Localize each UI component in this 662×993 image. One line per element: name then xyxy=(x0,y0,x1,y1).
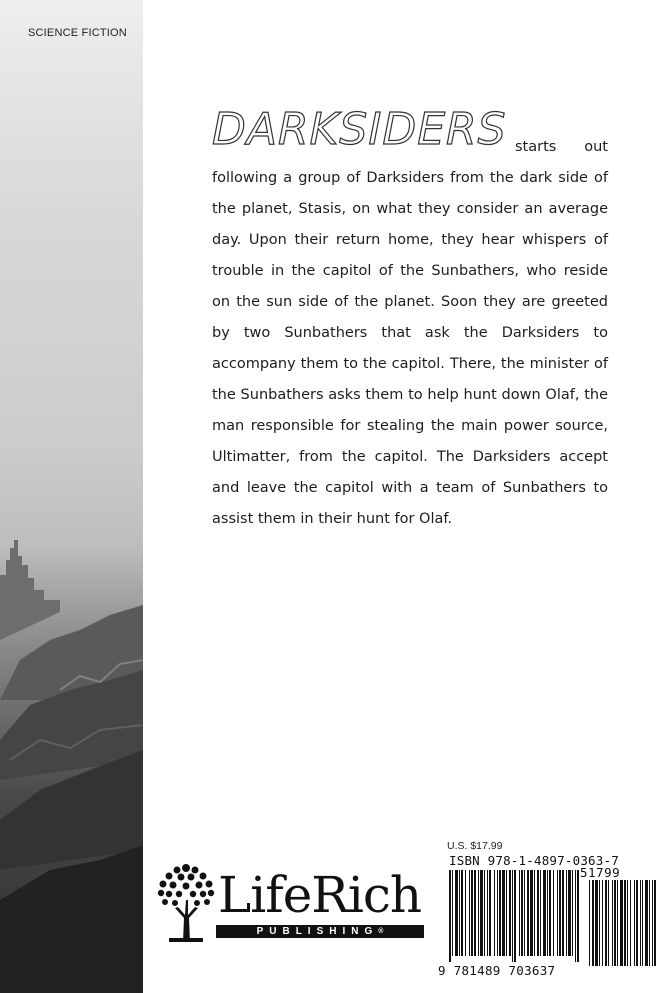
addon-bar xyxy=(652,880,653,966)
addon-bar xyxy=(617,880,618,966)
barcode-bar xyxy=(452,870,453,956)
publisher-subname-bar xyxy=(216,925,424,938)
addon-bar xyxy=(620,880,623,966)
addon-bar xyxy=(627,880,628,966)
barcode-bar xyxy=(521,870,523,956)
addon-bar xyxy=(645,880,648,966)
publisher-subname: PUBLISHING xyxy=(256,926,379,937)
publisher-name: LifeRich xyxy=(218,866,422,924)
barcode-bar xyxy=(543,870,546,956)
barcode-bar xyxy=(514,870,516,962)
isbn-label: ISBN 978-1-4897-0363-7 xyxy=(449,853,619,868)
barcode-bar xyxy=(562,870,564,956)
addon-bar xyxy=(649,880,650,966)
barcode-bar xyxy=(459,870,460,956)
barcode-bar xyxy=(499,870,501,956)
barcode-bar xyxy=(553,870,554,956)
barcode-bar xyxy=(568,870,571,956)
barcode-bar xyxy=(494,870,495,956)
addon-number: 51799 xyxy=(580,865,621,880)
barcode-bar xyxy=(455,870,458,956)
addon-bar xyxy=(636,880,638,966)
addon-bar xyxy=(654,880,656,966)
barcode-bar xyxy=(577,870,579,962)
addon-bar xyxy=(640,880,641,966)
city-landscape-illustration xyxy=(0,0,143,993)
barcode-bar xyxy=(506,870,507,956)
barcode-bar xyxy=(557,870,558,956)
barcode-bar xyxy=(547,870,548,956)
barcode-bar xyxy=(449,870,451,962)
addon-bar xyxy=(642,880,643,966)
book-title: DARKSIDERS xyxy=(212,104,507,155)
genre-label: SCIENCE FICTION xyxy=(28,27,127,39)
addon-bar xyxy=(608,880,609,966)
barcode-bar xyxy=(519,870,520,956)
blurb-body: following a group of Darksiders from the dark side of the planet, Stasis, on what they consider an average day. Upon their return home, they hear whispers of trouble in the capitol of the Sunbathers, who reside on the sun side of the planet. Soon they are greeted by two Sunbathers that ask the Darksiders to accompany them to the capitol. There, the minister of the Sunbathers asks them to help hunt down Olaf, the man responsible for stealing the main power source, Ultimatter, from the capitol. The Darksiders accept and leave the capitol with a team of Sunbathers to assist them in their hunt for Olaf. xyxy=(212,170,608,527)
barcode-bar xyxy=(509,870,511,956)
addon-bar xyxy=(592,880,594,966)
barcode-bar xyxy=(484,870,485,956)
barcode-bar xyxy=(489,870,491,956)
addon-bar xyxy=(599,880,600,966)
barcode-bar xyxy=(534,870,535,956)
barcode-bar xyxy=(480,870,483,956)
barcode-bar xyxy=(559,870,561,956)
spine-artwork xyxy=(0,0,143,993)
tree-logo-icon xyxy=(155,860,217,942)
addon-bar xyxy=(614,880,616,966)
barcode-bar xyxy=(512,870,513,962)
barcode-bar xyxy=(478,870,479,956)
addon-bar xyxy=(589,880,590,966)
blurb-first-line-tail: starts out xyxy=(515,139,608,155)
addon-bar xyxy=(602,880,603,966)
addon-bar xyxy=(624,880,626,966)
price-label: U.S. $17.99 xyxy=(447,840,503,852)
barcode-bar xyxy=(575,870,576,962)
barcode-bar xyxy=(549,870,551,956)
barcode-bar xyxy=(487,870,488,956)
barcode-bar xyxy=(527,870,529,956)
barcode-bar xyxy=(465,870,466,956)
addon-bar xyxy=(634,880,635,966)
barcode-bar xyxy=(524,870,525,956)
barcode-bar xyxy=(502,870,505,956)
barcode-bar xyxy=(537,870,539,956)
barcode-bar xyxy=(572,870,573,956)
barcode-bar xyxy=(530,870,533,956)
barcode-bar xyxy=(497,870,498,956)
barcode-bar xyxy=(461,870,463,956)
addon-bar xyxy=(605,880,607,966)
publisher-mark: ® xyxy=(378,928,384,935)
barcode-bar xyxy=(471,870,473,956)
ean-digits: 9 781489 703637 xyxy=(438,963,556,978)
addon-bar xyxy=(595,880,598,966)
barcode-bar xyxy=(540,870,541,956)
barcode-bar xyxy=(469,870,470,956)
blurb-text xyxy=(212,132,608,535)
barcode-bar xyxy=(566,870,567,956)
addon-bar xyxy=(612,880,613,966)
addon-bar xyxy=(630,880,631,966)
barcode-bar xyxy=(474,870,476,956)
barcode-bars xyxy=(449,870,659,966)
